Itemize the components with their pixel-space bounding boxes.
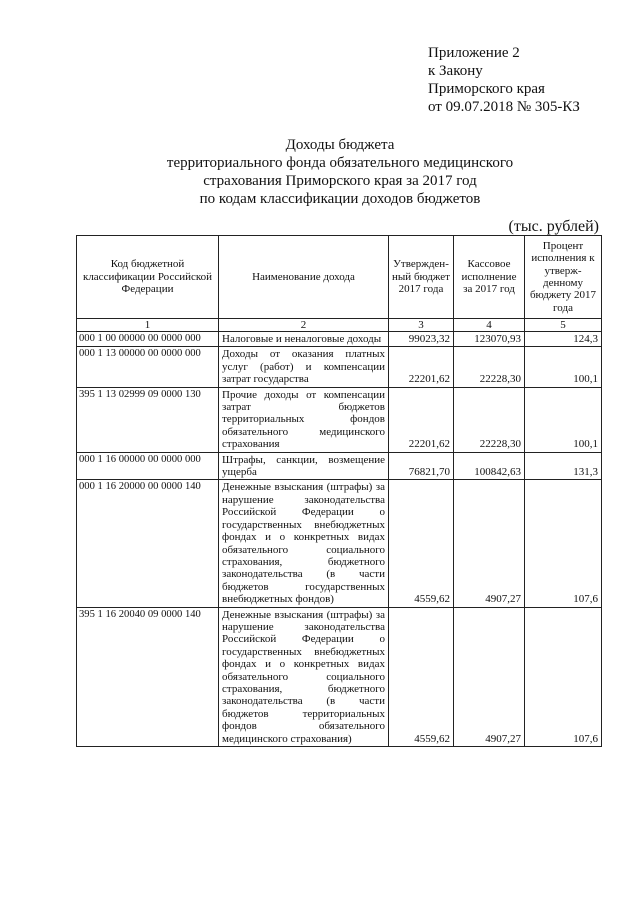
row-approved: 99023,32	[389, 332, 454, 347]
row-percent: 131,3	[525, 452, 602, 480]
row-name: Денежные взыскания (штрафы) за нарушение законодательства Российской Федерации о государственных внебюджетных фондах и о конкретных видах обязательного социального страхования, бюджетного законодательства (в части бюджетов государственных внебюджетных фондов)	[219, 480, 389, 607]
table-row	[77, 607, 602, 746]
row-approved: 22201,62	[389, 347, 454, 387]
row-approved: 4559,62	[389, 607, 454, 746]
row-percent: 124,3	[525, 332, 602, 347]
row-percent: 107,6	[525, 607, 602, 746]
header-code: Код бюджетной классификации Российской Федерации	[77, 236, 219, 319]
title-line: Доходы бюджета	[285, 137, 395, 153]
row-code: 000 1 16 20000 00 0000 140	[77, 480, 219, 607]
column-number: 2	[219, 319, 389, 332]
table-row	[77, 387, 602, 452]
row-code: 395 1 13 02999 09 0000 130	[77, 387, 219, 452]
row-name: Штрафы, санкции, возмещение ущерба	[219, 452, 389, 480]
units-label: (тыс. рублей)	[508, 218, 599, 235]
row-executed: 4907,27	[454, 480, 525, 607]
column-number: 1	[77, 319, 219, 332]
table-header-row	[77, 236, 602, 319]
row-executed: 123070,93	[454, 332, 525, 347]
row-name: Денежные взыскания (штрафы) за нарушение законодательства Российской Федерации о государственных внебюджетных фондах и о конкретных видах обязательного социального страхования, бюджетного законодательства (в части бюджетов территориальных фондов обязательного медицинского страхования)	[219, 607, 389, 746]
document-title	[120, 136, 560, 208]
header-percent: Процент исполнения к утверж-денному бюджету 2017 года	[525, 236, 602, 319]
column-number: 4	[454, 319, 525, 332]
column-number-row	[77, 319, 602, 332]
revenue-table	[76, 235, 602, 747]
row-executed: 100842,63	[454, 452, 525, 480]
header-executed: Кассовое исполнение за 2017 год	[454, 236, 525, 319]
title-line: территориального фонда обязательного медицинского	[166, 155, 514, 171]
row-code: 000 1 16 00000 00 0000 000	[77, 452, 219, 480]
table-row	[77, 452, 602, 480]
table-row	[77, 480, 602, 607]
header-name: Наименование дохода	[219, 236, 389, 319]
row-name: Доходы от оказания платных услуг (работ) и компенсации затрат государства	[219, 347, 389, 387]
row-executed: 22228,30	[454, 387, 525, 452]
row-name: Налоговые и неналоговые доходы	[219, 332, 389, 347]
appendix-line: к Закону	[428, 63, 483, 79]
column-number: 3	[389, 319, 454, 332]
row-approved: 22201,62	[389, 387, 454, 452]
row-approved: 4559,62	[389, 480, 454, 607]
column-number: 5	[525, 319, 602, 332]
row-percent: 100,1	[525, 347, 602, 387]
table-row	[77, 332, 602, 347]
row-code: 395 1 16 20040 09 0000 140	[77, 607, 219, 746]
row-approved: 76821,70	[389, 452, 454, 480]
appendix-block	[428, 44, 580, 116]
appendix-line: Приморского края	[428, 81, 545, 97]
appendix-line: от 09.07.2018 № 305-КЗ	[428, 99, 580, 115]
row-percent: 100,1	[525, 387, 602, 452]
header-approved: Утвержден-ный бюджет 2017 года	[389, 236, 454, 319]
row-name: Прочие доходы от компенсации затрат бюджетов территориальных фондов обязательного медицинского страхования	[219, 387, 389, 452]
row-executed: 22228,30	[454, 347, 525, 387]
appendix-line: Приложение 2	[428, 45, 520, 61]
row-executed: 4907,27	[454, 607, 525, 746]
row-code: 000 1 13 00000 00 0000 000	[77, 347, 219, 387]
table-row	[77, 347, 602, 387]
row-percent: 107,6	[525, 480, 602, 607]
title-line: по кодам классификации доходов бюджетов	[199, 191, 481, 207]
row-code: 000 1 00 00000 00 0000 000	[77, 332, 219, 347]
title-line: страхования Приморского края за 2017 год	[203, 173, 477, 189]
